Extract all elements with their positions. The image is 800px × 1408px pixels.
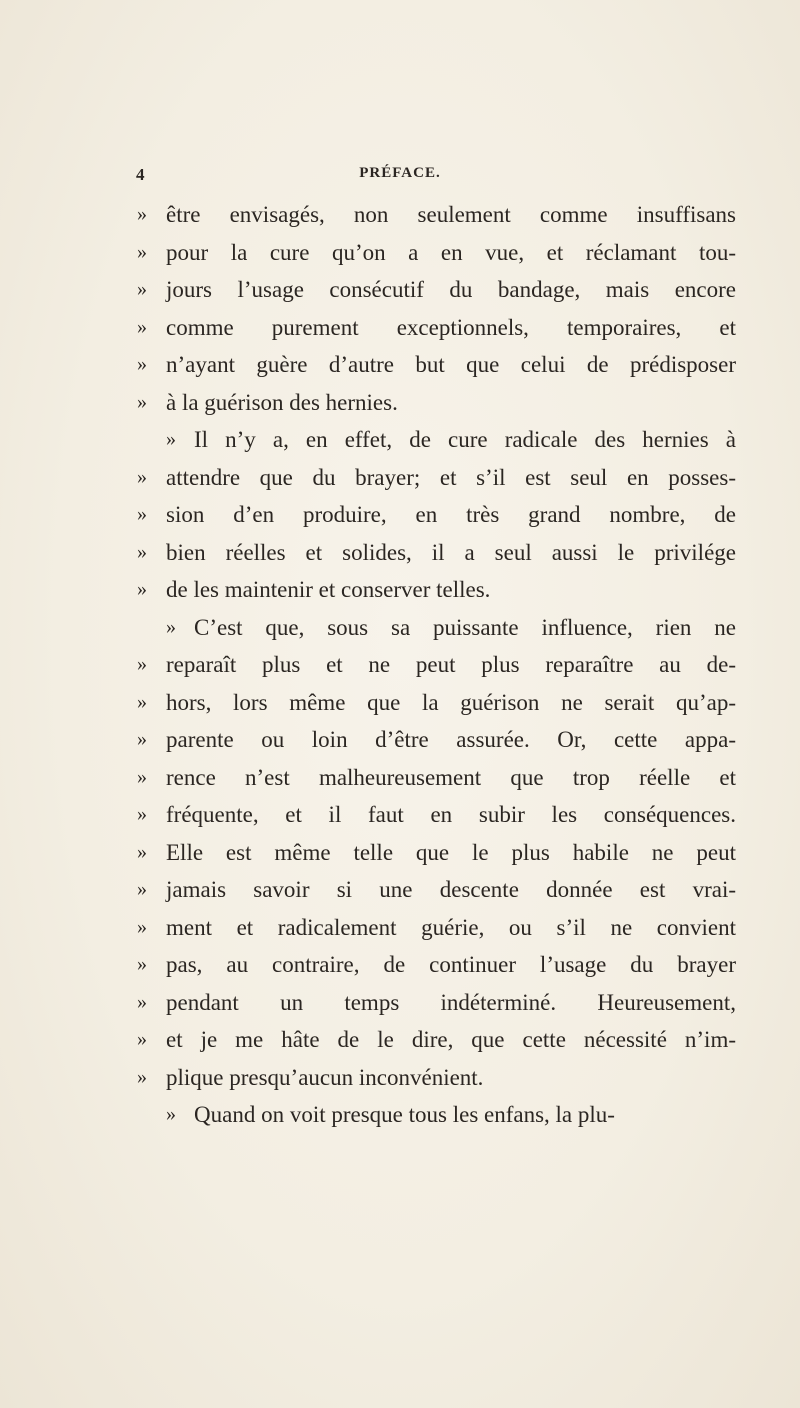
quote-mark: » <box>137 1065 147 1088</box>
body-text <box>0 196 800 1134</box>
line-text: plique presqu’aucun inconvénient. <box>166 1064 484 1090</box>
line-text: rence n’est malheureusement que trop réelle et <box>166 764 736 790</box>
line-text: jamais savoir si une descente donnée est vrai- <box>166 877 736 902</box>
text-line <box>0 234 800 272</box>
line-text: C’est que, sous sa puissante influence, rien ne <box>194 614 736 640</box>
running-head <box>0 165 800 187</box>
quote-mark: » <box>137 240 147 263</box>
text-line <box>0 909 800 947</box>
line-text: sion d’en produire, en très grand nombre, de <box>166 502 736 527</box>
line-text: pour la cure qu’on a en vue, et réclamant tou- <box>166 239 736 265</box>
quote-mark: » <box>137 465 147 488</box>
running-title: PRÉFACE. <box>359 165 441 181</box>
text-line <box>0 571 800 609</box>
quote-mark: » <box>137 728 147 750</box>
text-line <box>0 1059 800 1097</box>
text-line <box>0 309 800 347</box>
line-text: parente ou loin d’être assurée. Or, cette appa- <box>166 727 736 752</box>
quote-mark: » <box>137 278 147 300</box>
quote-mark: » <box>137 353 147 375</box>
line-text: à la guérison des hernies. <box>166 389 398 415</box>
quote-mark: » <box>137 878 147 900</box>
text-line <box>0 384 800 422</box>
text-line <box>0 346 800 384</box>
line-text: Elle est même telle que le plus habile ne peut <box>166 839 736 865</box>
text-line <box>0 496 800 534</box>
line-text: être envisagés, non seulement comme insuffisans <box>166 202 736 227</box>
line-text: et je me hâte de le dire, que cette nécessité n’im- <box>166 1027 736 1052</box>
quote-mark: » <box>137 503 147 525</box>
quote-mark: » <box>166 428 176 450</box>
text-line <box>0 1096 800 1134</box>
text-line <box>0 721 800 759</box>
text-line <box>0 946 800 984</box>
quote-mark: » <box>137 1028 147 1050</box>
text-line <box>0 646 800 684</box>
text-line <box>0 684 800 722</box>
text-line <box>0 196 800 234</box>
text-line <box>0 534 800 572</box>
quote-mark: » <box>137 540 147 563</box>
quote-mark: » <box>137 690 147 713</box>
line-text: reparaît plus et ne peut plus reparaître au de- <box>166 652 736 677</box>
quote-mark: » <box>166 615 176 638</box>
line-text: n’ayant guère d’autre but que celui de prédisposer <box>166 352 736 377</box>
quote-mark: » <box>137 765 147 788</box>
line-text: fréquente, et il faut en subir les conséquences. <box>166 802 736 827</box>
line-text: ment et radicalement guérie, ou s’il ne convient <box>166 914 736 940</box>
quote-mark: » <box>137 653 147 675</box>
quote-mark: » <box>166 1103 176 1125</box>
quote-mark: » <box>137 578 147 600</box>
text-line <box>0 609 800 647</box>
line-text: hors, lors même que la guérison ne serait qu’ap- <box>166 689 736 715</box>
text-line <box>0 834 800 872</box>
quote-mark: » <box>137 990 147 1013</box>
text-line <box>0 271 800 309</box>
line-text: pas, au contraire, de continuer l’usage du brayer <box>166 952 736 977</box>
text-line <box>0 796 800 834</box>
quote-mark: » <box>137 315 147 338</box>
page-number: 4 <box>136 165 145 184</box>
line-text: pendant un temps indéterminé. Heureusement, <box>166 989 736 1015</box>
quote-mark: » <box>137 840 147 863</box>
quote-mark: » <box>137 390 147 413</box>
text-line <box>0 984 800 1022</box>
line-text: jours l’usage consécutif du bandage, mais encore <box>166 277 736 302</box>
text-line <box>0 871 800 909</box>
line-text: Quand on voit presque tous les enfans, la plu- <box>194 1102 615 1127</box>
line-text: bien réelles et solides, il a seul aussi le privilége <box>166 539 736 565</box>
quote-mark: » <box>137 915 147 938</box>
line-text: attendre que du brayer; et s’il est seul en posses- <box>166 464 736 490</box>
line-text: de les maintenir et conserver telles. <box>166 577 491 602</box>
text-line <box>0 1021 800 1059</box>
line-text: comme purement exceptionnels, temporaires, et <box>166 314 736 340</box>
text-line <box>0 459 800 497</box>
text-line <box>0 421 800 459</box>
text-line <box>0 759 800 797</box>
quote-mark: » <box>137 203 147 225</box>
quote-mark: » <box>137 803 147 825</box>
quote-mark: » <box>137 953 147 975</box>
line-text: Il n’y a, en effet, de cure radicale des hernies à <box>194 427 736 452</box>
